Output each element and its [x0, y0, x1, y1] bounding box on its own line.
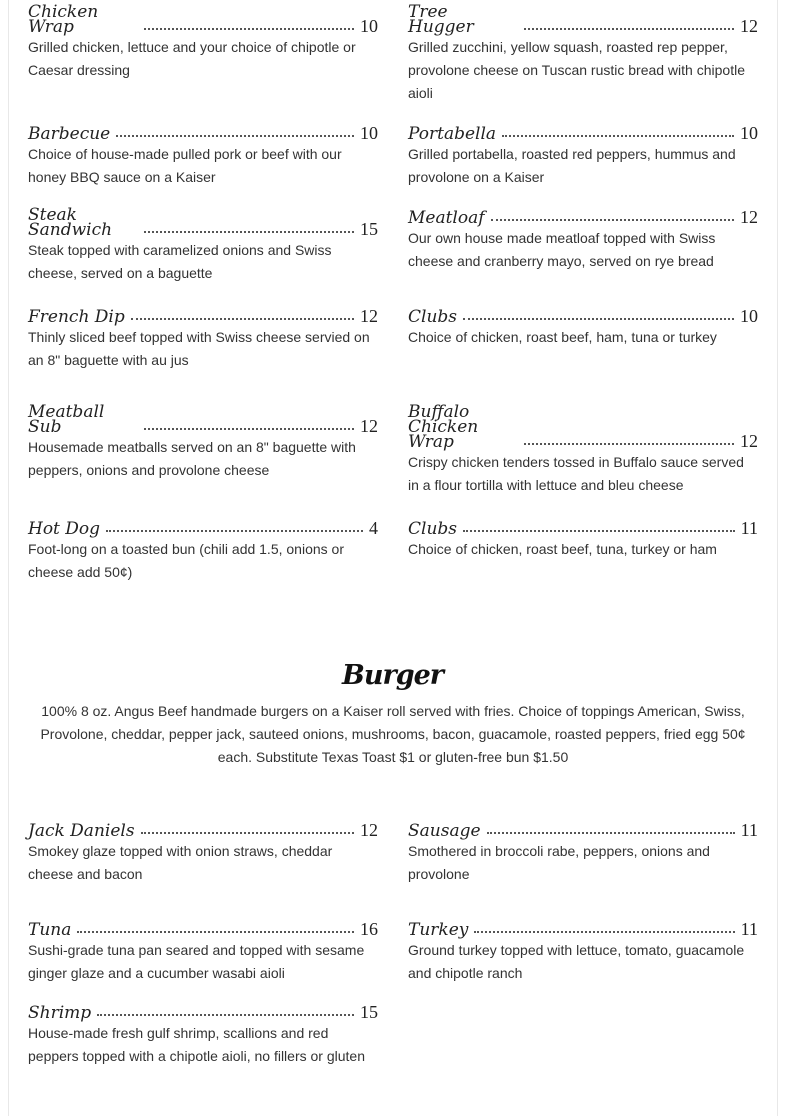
leader-dots — [502, 134, 734, 137]
item-price: 10 — [740, 306, 758, 326]
item-name: Hot Dog — [28, 519, 101, 539]
item-name: Clubs — [408, 519, 457, 539]
leader-dots — [131, 317, 354, 320]
item-description: Smothered in broccoli rabe, peppers, onions and provolone — [408, 843, 710, 882]
menu-item-barbecue — [28, 124, 378, 189]
item-price: 12 — [360, 416, 378, 436]
item-description: Grilled portabella, roasted red peppers, hummus and provolone on a Kaiser — [408, 146, 736, 185]
item-name: Steak Sandwich — [28, 205, 113, 240]
item-price: 12 — [740, 431, 758, 451]
item-name: Meatball Sub — [28, 402, 105, 437]
menu-item-shrimp — [28, 1003, 378, 1068]
item-description: Sushi-grade tuna pan seared and topped with sesame ginger glaze and a cucumber wasabi aioli — [28, 942, 365, 981]
menu-item-tuna — [28, 920, 378, 985]
item-price: 15 — [360, 219, 378, 239]
item-description: Steak topped with caramelized onions and Swiss cheese, served on a baguette — [28, 242, 332, 281]
item-description: Foot-long on a toasted bun (chili add 1.5, onions or cheese add 50¢) — [28, 541, 344, 580]
item-price: 12 — [740, 207, 758, 227]
item-price: 12 — [740, 16, 758, 36]
menu-item-clubs-2 — [408, 519, 758, 561]
item-price: 11 — [740, 518, 758, 538]
item-name: French Dip — [28, 307, 125, 327]
menu-item-meatloaf — [408, 208, 758, 273]
menu-item-clubs — [408, 307, 758, 349]
section-description: 100% 8 oz. Angus Beef handmade burgers on a Kaiser roll served with fries. Choice of toppings American, Swiss, Provolone, cheddar, pepper jack, sauteed onions, mushrooms, bacon, guacamole, roasted peppers, fried egg 50¢ each. Substitute Texas Toast $1 or gluten-free bun $1.50 — [40, 703, 746, 765]
leader-dots — [474, 930, 734, 933]
leader-dots — [144, 27, 354, 30]
item-description: Housemade meatballs served on an 8" baguette with peppers, onions and provolone cheese — [28, 439, 356, 478]
item-price: 12 — [360, 306, 378, 326]
leader-dots — [141, 831, 354, 834]
menu-item-jack-daniels — [28, 821, 378, 886]
leader-dots — [77, 930, 354, 933]
item-name: Portabella — [408, 124, 497, 144]
item-price: 10 — [740, 123, 758, 143]
item-name: Barbecue — [28, 124, 111, 144]
item-description: Ground turkey topped with lettuce, tomato, guacamole and chipotle ranch — [408, 942, 745, 981]
menu-item-chicken-wrap — [28, 2, 378, 82]
item-name: Tree Hugger — [408, 2, 474, 37]
item-description: Choice of house-made pulled pork or beef with our honey BBQ sauce on a Kaiser — [28, 146, 342, 185]
menu-item-portabella — [408, 124, 758, 189]
leader-dots — [463, 317, 734, 320]
menu-item-steak-sandwich — [28, 205, 378, 285]
menu-item-sausage — [408, 821, 758, 886]
item-price: 10 — [360, 123, 378, 143]
leader-dots — [491, 218, 734, 221]
leader-dots — [106, 529, 363, 532]
menu-item-buffalo-chicken-wrap — [408, 402, 758, 497]
item-name: Jack Daniels — [28, 821, 135, 841]
item-name: Turkey — [408, 920, 469, 940]
item-price: 11 — [740, 919, 758, 939]
item-description: Grilled zucchini, yellow squash, roasted rep pepper, provolone cheese on Tuscan rustic bread with chipotle aioli — [408, 39, 745, 101]
item-price: 12 — [360, 820, 378, 840]
menu-item-tree-hugger — [408, 2, 758, 105]
item-name: Shrimp — [28, 1003, 92, 1023]
item-name: Tuna — [28, 920, 72, 940]
leader-dots — [144, 427, 354, 430]
item-description: House-made fresh gulf shrimp, scallions and red peppers topped with a chipotle aioli, no fillers or gluten — [28, 1025, 365, 1064]
item-price: 10 — [360, 16, 378, 36]
item-description: Choice of chicken, roast beef, tuna, turkey or ham — [408, 541, 717, 557]
leader-dots — [463, 529, 735, 532]
menu-item-meatball-sub — [28, 402, 378, 482]
leader-dots — [487, 831, 735, 834]
leader-dots — [524, 442, 734, 445]
menu-item-french-dip — [28, 307, 378, 372]
item-name: Meatloaf — [408, 208, 485, 228]
item-name: Chicken Wrap — [28, 2, 99, 37]
item-name: Sausage — [408, 821, 481, 841]
item-name: Clubs — [408, 307, 457, 327]
leader-dots — [116, 134, 354, 137]
leader-dots — [144, 230, 354, 233]
item-price: 11 — [740, 820, 758, 840]
item-description: Thinly sliced beef topped with Swiss cheese servied on an 8" baguette with au jus — [28, 329, 370, 368]
item-description: Our own house made meatloaf topped with Swiss cheese and cranberry mayo, served on rye bread — [408, 230, 716, 269]
item-description: Choice of chicken, roast beef, ham, tuna or turkey — [408, 329, 717, 345]
section-title-burger: Burger — [342, 660, 443, 691]
item-description: Smokey glaze topped with onion straws, cheddar cheese and bacon — [28, 843, 333, 882]
item-description: Crispy chicken tenders tossed in Buffalo sauce served in a flour tortilla with lettuce and bleu cheese — [408, 454, 744, 493]
menu-item-hot-dog — [28, 519, 378, 584]
leader-dots — [524, 27, 734, 30]
item-description: Grilled chicken, lettuce and your choice of chipotle or Caesar dressing — [28, 39, 356, 78]
menu-item-turkey — [408, 920, 758, 985]
leader-dots — [97, 1013, 354, 1016]
item-price: 4 — [369, 518, 378, 538]
item-price: 16 — [360, 919, 378, 939]
item-price: 15 — [360, 1002, 378, 1022]
item-name: Buffalo Chicken Wrap — [408, 402, 479, 452]
